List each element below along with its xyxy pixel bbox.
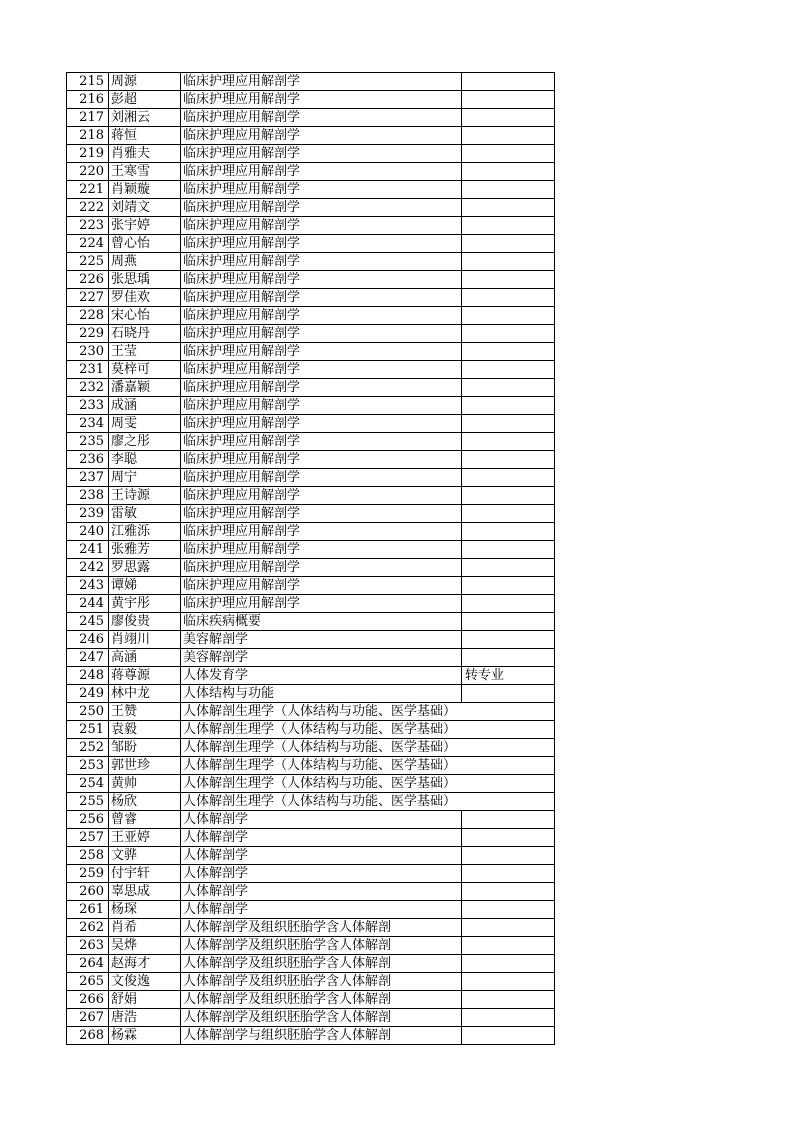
student-name-cell: 蒋尊源 [109,667,181,685]
note-cell [462,343,555,361]
course-name-cell: 人体解剖生理学（人体结构与功能、医学基础） [181,739,462,757]
row-number-cell: 259 [67,865,109,883]
row-number-cell: 247 [67,649,109,667]
course-name-cell: 临床护理应用解剖学 [181,127,462,145]
course-name-cell: 人体解剖学及组织胚胎学含人体解剖 [181,973,462,991]
table-row [67,901,555,919]
row-number-cell: 236 [67,451,109,469]
student-name-cell: 肖希 [109,919,181,937]
note-cell [462,109,555,127]
student-name-cell: 肖雅夫 [109,145,181,163]
course-name-cell: 临床护理应用解剖学 [181,343,462,361]
table-row [67,181,555,199]
row-number-cell: 225 [67,253,109,271]
course-name-cell: 临床护理应用解剖学 [181,145,462,163]
row-number-cell: 237 [67,469,109,487]
student-name-cell: 吴烨 [109,937,181,955]
course-name-cell: 人体解剖生理学（人体结构与功能、医学基础） [181,721,462,739]
course-name-cell: 临床护理应用解剖学 [181,199,462,217]
course-name-cell: 临床护理应用解剖学 [181,325,462,343]
note-cell [462,217,555,235]
student-name-cell: 周源 [109,73,181,91]
table-row [67,991,555,1009]
course-name-cell: 人体解剖学及组织胚胎学含人体解剖 [181,919,462,937]
row-number-cell: 215 [67,73,109,91]
note-cell [462,73,555,91]
row-number-cell: 246 [67,631,109,649]
course-name-cell: 人体结构与功能 [181,685,462,703]
row-number-cell: 220 [67,163,109,181]
course-name-cell: 人体解剖学 [181,847,462,865]
table-row [67,109,555,127]
student-name-cell: 张宇婷 [109,217,181,235]
table-row [67,793,555,811]
student-name-cell: 石晓丹 [109,325,181,343]
table-row [67,1027,555,1045]
student-name-cell: 邹盼 [109,739,181,757]
note-cell [462,253,555,271]
table-row [67,199,555,217]
table-row [67,361,555,379]
student-name-cell: 林中龙 [109,685,181,703]
note-cell [462,199,555,217]
student-name-cell: 杨欣 [109,793,181,811]
note-cell [462,361,555,379]
student-name-cell: 李聪 [109,451,181,469]
table-row [67,829,555,847]
row-number-cell: 263 [67,937,109,955]
table-row [67,775,555,793]
table-row [67,685,555,703]
table-row [67,235,555,253]
row-number-cell: 249 [67,685,109,703]
table-row [67,919,555,937]
course-name-cell: 人体解剖学与组织胚胎学含人体解剖 [181,1027,462,1045]
row-number-cell: 229 [67,325,109,343]
note-cell [462,1009,555,1027]
student-name-cell: 付宇轩 [109,865,181,883]
student-name-cell: 肖颖璇 [109,181,181,199]
student-name-cell: 高涵 [109,649,181,667]
student-name-cell: 杨霖 [109,1027,181,1045]
table-row [67,883,555,901]
course-name-cell: 临床护理应用解剖学 [181,487,462,505]
course-name-cell: 临床护理应用解剖学 [181,433,462,451]
course-name-cell: 临床护理应用解剖学 [181,361,462,379]
table-row [67,343,555,361]
student-name-cell: 刘靖文 [109,199,181,217]
row-number-cell: 264 [67,955,109,973]
course-name-cell: 临床护理应用解剖学 [181,307,462,325]
row-number-cell: 265 [67,973,109,991]
student-name-cell: 江雅泺 [109,523,181,541]
table-row [67,739,555,757]
course-name-cell: 人体解剖学 [181,829,462,847]
student-name-cell: 宋心怡 [109,307,181,325]
row-number-cell: 233 [67,397,109,415]
course-name-cell: 临床护理应用解剖学 [181,523,462,541]
note-cell [462,973,555,991]
row-number-cell: 267 [67,1009,109,1027]
note-cell [462,235,555,253]
student-name-cell: 彭超 [109,91,181,109]
table-row [67,559,555,577]
student-name-cell: 蒋恒 [109,127,181,145]
course-name-cell: 临床护理应用解剖学 [181,415,462,433]
course-name-cell: 人体解剖学 [181,865,462,883]
table-row [67,595,555,613]
row-number-cell: 245 [67,613,109,631]
student-name-cell: 廖之彤 [109,433,181,451]
note-cell [462,901,555,919]
course-name-cell: 人体解剖学及组织胚胎学含人体解剖 [181,955,462,973]
row-number-cell: 266 [67,991,109,1009]
note-cell [462,325,555,343]
note-cell [462,487,555,505]
student-name-cell: 赵海才 [109,955,181,973]
note-cell [462,829,555,847]
student-name-cell: 王寒雪 [109,163,181,181]
row-number-cell: 224 [67,235,109,253]
course-name-cell: 美容解剖学 [181,631,462,649]
course-name-cell: 人体发育学 [181,667,462,685]
table-row [67,487,555,505]
table-row [67,523,555,541]
note-cell [462,505,555,523]
note-cell [462,415,555,433]
row-number-cell: 227 [67,289,109,307]
table-row [67,433,555,451]
student-name-cell: 王亚婷 [109,829,181,847]
course-name-cell: 临床护理应用解剖学 [181,469,462,487]
note-cell [462,469,555,487]
student-name-cell: 罗思露 [109,559,181,577]
table-row [67,325,555,343]
note-cell [462,703,555,721]
course-name-cell: 人体解剖学及组织胚胎学含人体解剖 [181,1009,462,1027]
note-cell [462,721,555,739]
note-cell [462,649,555,667]
table-row [67,469,555,487]
table-row [67,937,555,955]
student-name-cell: 雷敏 [109,505,181,523]
student-name-cell: 莫梓可 [109,361,181,379]
note-cell [462,127,555,145]
note-cell [462,739,555,757]
student-name-cell: 王莹 [109,343,181,361]
table-row [67,289,555,307]
student-name-cell: 文骅 [109,847,181,865]
note-cell [462,379,555,397]
note-cell [462,541,555,559]
course-name-cell: 临床护理应用解剖学 [181,163,462,181]
course-name-cell: 临床护理应用解剖学 [181,505,462,523]
student-name-cell: 罗佳欢 [109,289,181,307]
note-cell [462,163,555,181]
table-row [67,307,555,325]
table-row [67,703,555,721]
table-row [67,631,555,649]
row-number-cell: 238 [67,487,109,505]
course-name-cell: 临床护理应用解剖学 [181,271,462,289]
student-name-cell: 张思瑀 [109,271,181,289]
row-number-cell: 226 [67,271,109,289]
table-row [67,505,555,523]
table-row [67,973,555,991]
table-row [67,811,555,829]
note-cell [462,307,555,325]
student-name-cell: 王赞 [109,703,181,721]
table-row [67,541,555,559]
row-number-cell: 260 [67,883,109,901]
table-row [67,397,555,415]
note-cell [462,91,555,109]
row-number-cell: 228 [67,307,109,325]
student-name-cell: 王诗源 [109,487,181,505]
course-name-cell: 美容解剖学 [181,649,462,667]
row-number-cell: 243 [67,577,109,595]
course-name-cell: 人体解剖学及组织胚胎学含人体解剖 [181,937,462,955]
note-cell [462,631,555,649]
row-number-cell: 258 [67,847,109,865]
student-name-cell: 周燕 [109,253,181,271]
table-row [67,451,555,469]
student-name-cell: 周宁 [109,469,181,487]
note-cell [462,289,555,307]
note-cell [462,883,555,901]
table-row [67,667,555,685]
note-cell [462,397,555,415]
student-name-cell: 曾心怡 [109,235,181,253]
note-cell [462,865,555,883]
note-cell [462,1027,555,1045]
row-number-cell: 219 [67,145,109,163]
student-name-cell: 舒娟 [109,991,181,1009]
row-number-cell: 255 [67,793,109,811]
table-row [67,73,555,91]
course-name-cell: 临床护理应用解剖学 [181,73,462,91]
note-cell [462,451,555,469]
row-number-cell: 248 [67,667,109,685]
course-name-cell: 临床疾病概要 [181,613,462,631]
roster-table [66,72,555,1045]
table-row [67,847,555,865]
course-name-cell: 临床护理应用解剖学 [181,577,462,595]
row-number-cell: 221 [67,181,109,199]
course-name-cell: 人体解剖生理学（人体结构与功能、医学基础） [181,793,462,811]
note-cell [462,793,555,811]
row-number-cell: 234 [67,415,109,433]
note-cell [462,775,555,793]
row-number-cell: 268 [67,1027,109,1045]
row-number-cell: 239 [67,505,109,523]
course-name-cell: 临床护理应用解剖学 [181,451,462,469]
course-name-cell: 临床护理应用解剖学 [181,379,462,397]
row-number-cell: 240 [67,523,109,541]
note-cell [462,595,555,613]
student-name-cell: 肖翊川 [109,631,181,649]
note-cell [462,955,555,973]
course-name-cell: 临床护理应用解剖学 [181,541,462,559]
note-cell [462,811,555,829]
student-name-cell: 辜思成 [109,883,181,901]
row-number-cell: 250 [67,703,109,721]
course-name-cell: 人体解剖学及组织胚胎学含人体解剖 [181,991,462,1009]
row-number-cell: 251 [67,721,109,739]
table-row [67,613,555,631]
row-number-cell: 262 [67,919,109,937]
course-name-cell: 人体解剖生理学（人体结构与功能、医学基础） [181,757,462,775]
table-row [67,163,555,181]
course-name-cell: 临床护理应用解剖学 [181,559,462,577]
row-number-cell: 231 [67,361,109,379]
row-number-cell: 254 [67,775,109,793]
note-cell [462,847,555,865]
course-name-cell: 临床护理应用解剖学 [181,289,462,307]
student-name-cell: 廖俊贵 [109,613,181,631]
student-name-cell: 刘湘云 [109,109,181,127]
row-number-cell: 253 [67,757,109,775]
roster-body [67,73,555,1045]
student-name-cell: 郭世珍 [109,757,181,775]
note-cell [462,559,555,577]
row-number-cell: 257 [67,829,109,847]
table-row [67,217,555,235]
student-name-cell: 潘嘉颖 [109,379,181,397]
course-name-cell: 临床护理应用解剖学 [181,397,462,415]
course-name-cell: 临床护理应用解剖学 [181,253,462,271]
row-number-cell: 252 [67,739,109,757]
course-name-cell: 临床护理应用解剖学 [181,235,462,253]
student-name-cell: 黄宇彤 [109,595,181,613]
course-name-cell: 人体解剖生理学（人体结构与功能、医学基础） [181,703,462,721]
row-number-cell: 222 [67,199,109,217]
table-row [67,649,555,667]
course-name-cell: 临床护理应用解剖学 [181,595,462,613]
row-number-cell: 261 [67,901,109,919]
row-number-cell: 235 [67,433,109,451]
student-name-cell: 杨琛 [109,901,181,919]
row-number-cell: 217 [67,109,109,127]
note-cell [462,937,555,955]
course-name-cell: 临床护理应用解剖学 [181,109,462,127]
table-row [67,1009,555,1027]
table-row [67,415,555,433]
note-cell [462,181,555,199]
table-row [67,721,555,739]
note-cell [462,433,555,451]
row-number-cell: 244 [67,595,109,613]
note-cell [462,577,555,595]
table-row [67,577,555,595]
student-name-cell: 唐浩 [109,1009,181,1027]
note-cell [462,271,555,289]
student-name-cell: 袁毅 [109,721,181,739]
row-number-cell: 232 [67,379,109,397]
student-name-cell: 谭娣 [109,577,181,595]
note-cell [462,523,555,541]
student-name-cell: 成涵 [109,397,181,415]
course-name-cell: 人体解剖学 [181,883,462,901]
table-row [67,145,555,163]
student-name-cell: 文俊逸 [109,973,181,991]
student-name-cell: 黄帅 [109,775,181,793]
course-name-cell: 临床护理应用解剖学 [181,217,462,235]
student-name-cell: 周雯 [109,415,181,433]
note-cell: 转专业 [462,667,555,685]
course-name-cell: 人体解剖学 [181,811,462,829]
note-cell [462,919,555,937]
note-cell [462,145,555,163]
table-row [67,91,555,109]
table-row [67,271,555,289]
row-number-cell: 223 [67,217,109,235]
table-row [67,955,555,973]
course-name-cell: 人体解剖学 [181,901,462,919]
table-row [67,379,555,397]
note-cell [462,991,555,1009]
note-cell [462,613,555,631]
course-name-cell: 人体解剖生理学（人体结构与功能、医学基础） [181,775,462,793]
student-name-cell: 曾睿 [109,811,181,829]
table-row [67,127,555,145]
note-cell [462,757,555,775]
row-number-cell: 242 [67,559,109,577]
row-number-cell: 216 [67,91,109,109]
table-row [67,757,555,775]
course-name-cell: 临床护理应用解剖学 [181,91,462,109]
student-name-cell: 张雅芳 [109,541,181,559]
row-number-cell: 256 [67,811,109,829]
course-name-cell: 临床护理应用解剖学 [181,181,462,199]
table-row [67,865,555,883]
row-number-cell: 230 [67,343,109,361]
table-row [67,253,555,271]
row-number-cell: 241 [67,541,109,559]
note-cell [462,685,555,703]
row-number-cell: 218 [67,127,109,145]
